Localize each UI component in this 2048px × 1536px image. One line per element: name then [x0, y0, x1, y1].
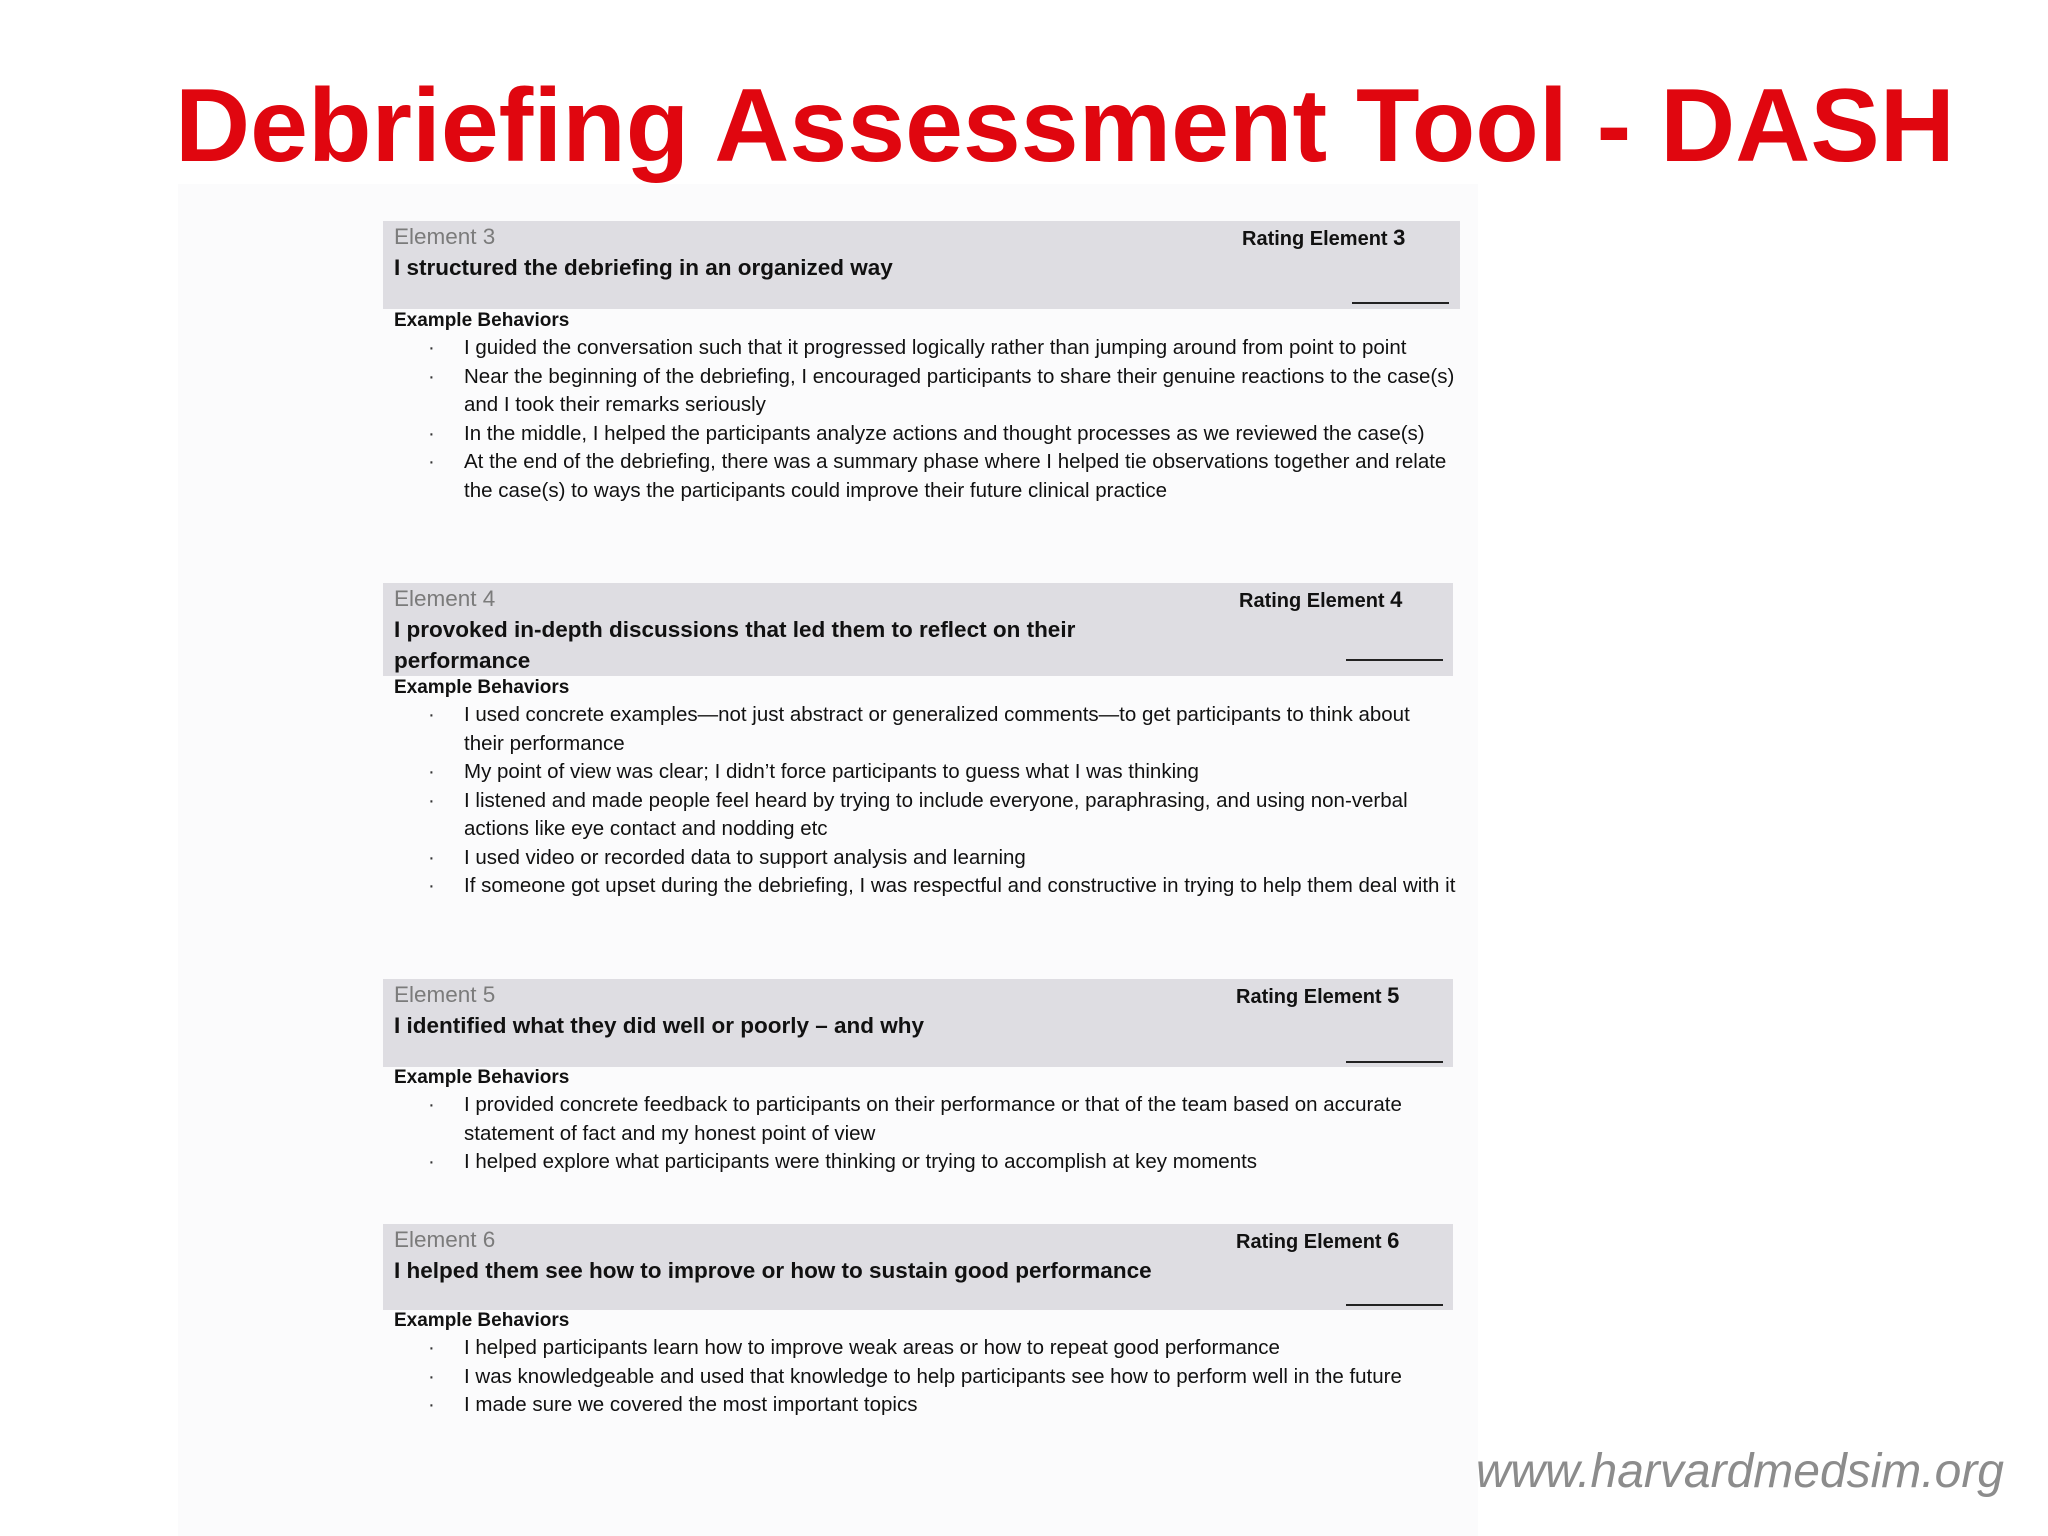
element-number: Element 3 [394, 224, 496, 249]
list-item [394, 1091, 1490, 1148]
element-4-header [383, 583, 1453, 676]
list-item [394, 787, 1444, 844]
behavior-text: In the middle, I helped the participants analyze actions and thought processes as we reviewed the case(s) [464, 421, 1425, 445]
behaviors-list [394, 701, 1484, 901]
bullet-mark: · [428, 1336, 435, 1359]
behavior-text: I used video or recorded data to support analysis and learning [464, 845, 1026, 869]
behavior-text: I helped participants learn how to improve weak areas or how to repeat good performance [464, 1336, 1280, 1359]
example-behaviors-heading: Example Behaviors [394, 1310, 570, 1331]
list-item [394, 1363, 1490, 1392]
behavior-text: My point of view was clear; I didn’t force participants to guess what I was thinking [464, 760, 1199, 783]
rating-number: 4 [1390, 587, 1403, 612]
list-item [394, 420, 1464, 449]
rating-blank-line[interactable] [1346, 659, 1443, 661]
bullet-mark: · [428, 364, 435, 388]
slide-title: Debriefing Assessment Tool - DASH [175, 68, 1955, 184]
element-5-header [383, 979, 1453, 1067]
list-item [394, 872, 1484, 901]
behaviors-list [394, 1334, 1484, 1420]
element-number: Element 4 [394, 586, 496, 611]
rating-number: 5 [1387, 983, 1400, 1008]
element-4-behaviors [394, 675, 1484, 901]
bullet-mark: · [428, 845, 435, 869]
bullet-mark: · [428, 450, 435, 473]
rating-blank-line[interactable] [1352, 302, 1449, 304]
element-title: I helped them see how to improve or how to sustain good performance [394, 1258, 1152, 1283]
behavior-text: I provided concrete feedback to participants on their performance or that of the team based on accurate statement of fact and my honest point of view [464, 1093, 1402, 1145]
footer-url: www.harvardmedsim.org [1475, 1445, 2004, 1498]
element-6-behaviors [394, 1308, 1484, 1420]
bullet-mark: · [428, 421, 435, 445]
behavior-text: I listened and made people feel heard by trying to include everyone, paraphrasing, and using non-verbal actions like eye contact and nodding etc [464, 788, 1408, 840]
element-number: Element 6 [394, 1227, 496, 1252]
bullet-mark: · [428, 760, 435, 783]
list-item [394, 701, 1444, 758]
element-title: I provoked in-depth discussions that led them to reflect on their performance [394, 617, 1076, 673]
rating-label-text: Rating Element [1236, 986, 1382, 1008]
rating-label-text: Rating Element [1236, 1231, 1382, 1253]
element-3-behaviors [394, 308, 1484, 505]
rating-element-label [1239, 587, 1402, 614]
list-item [394, 448, 1469, 505]
element-5-behaviors [394, 1065, 1484, 1177]
rating-blank-line[interactable] [1346, 1304, 1443, 1306]
bullet-mark: · [428, 788, 435, 812]
example-behaviors-heading: Example Behaviors [394, 310, 570, 331]
bullet-mark: · [428, 1093, 435, 1116]
behaviors-list [394, 334, 1484, 505]
bullet-mark: · [428, 1364, 435, 1388]
bullet-mark: · [428, 1150, 435, 1173]
behavior-text: I used concrete examples—not just abstract or generalized comments—to get participants to think about their performance [464, 703, 1410, 755]
rating-number: 3 [1393, 225, 1406, 250]
list-item [394, 334, 1490, 363]
element-6-header [383, 1224, 1453, 1310]
element-title: I structured the debriefing in an organized way [394, 255, 893, 280]
behavior-text: I guided the conversation such that it progressed logically rather than jumping around from point to point [464, 336, 1407, 359]
element-title: I identified what they did well or poorly – and why [394, 1013, 925, 1038]
behavior-text: Near the beginning of the debriefing, I encouraged participants to share their genuine reactions to the case(s) and I took their remarks seriously [464, 364, 1455, 416]
list-item [394, 1391, 1490, 1420]
bullet-mark: · [428, 703, 435, 726]
rating-label-text: Rating Element [1242, 228, 1388, 250]
list-item [394, 758, 1464, 787]
rating-element-label [1236, 1228, 1399, 1255]
rating-element-label [1236, 983, 1399, 1010]
rating-blank-line[interactable] [1346, 1061, 1443, 1063]
example-behaviors-heading: Example Behaviors [394, 677, 570, 698]
list-item [394, 1334, 1490, 1363]
element-number: Element 5 [394, 982, 496, 1007]
list-item [394, 1148, 1490, 1177]
list-item [394, 844, 1464, 873]
behavior-text: I was knowledgeable and used that knowledge to help participants see how to perform well in the future [464, 1364, 1402, 1388]
behavior-text: I helped explore what participants were thinking or trying to accomplish at key moments [464, 1150, 1258, 1173]
behavior-text: If someone got upset during the debriefing, I was respectful and constructive in trying to help them deal with it [464, 874, 1456, 897]
rating-number: 6 [1387, 1228, 1400, 1253]
behaviors-list [394, 1091, 1484, 1177]
element-3-header [383, 221, 1460, 309]
behavior-text: I made sure we covered the most important topics [464, 1393, 918, 1416]
bullet-mark: · [428, 874, 435, 897]
rating-element-label [1242, 225, 1405, 252]
list-item [394, 363, 1464, 420]
behavior-text: At the end of the debriefing, there was a summary phase where I helped tie observations together and relate the case(s) to ways the participants could improve their future clinical practice [464, 450, 1447, 502]
example-behaviors-heading: Example Behaviors [394, 1067, 570, 1088]
bullet-mark: · [428, 336, 435, 359]
bullet-mark: · [428, 1393, 435, 1416]
rating-label-text: Rating Element [1239, 590, 1385, 612]
